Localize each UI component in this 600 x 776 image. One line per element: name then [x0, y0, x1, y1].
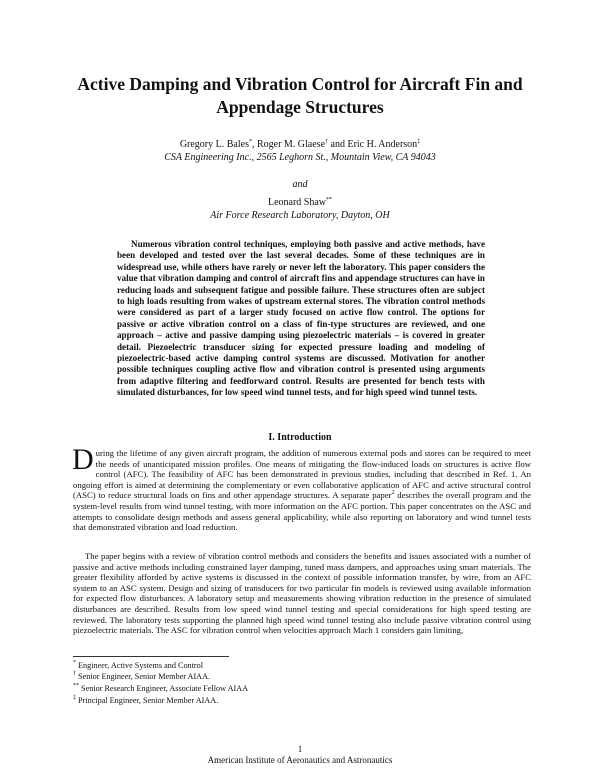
page-footer: American Institute of Aeronautics and Astronautics [207, 755, 393, 765]
author-1-mark: * [248, 139, 252, 145]
author-separator: , [251, 139, 257, 150]
abstract: Numerous vibration control techniques, employing both passive and active methods, have been developed and tested over the last several decades. Some of these techniques are in widespread use, while others have rarely or never left the laboratory. This paper considers the value that vibration damping and control of aircraft fins and appendage structures can have in reducing loads and subsequent fatigue and possible failure. These structures often are subject to high loads resulting from wakes of upstream external stores. The vibration control methods were considered as part of a larger study focused on active flow control. The options for passive or active vibration control on a class of fin-type structures are reviewed, and one approach – active and passive damping using piezoelectric materials – is covered in greater detail. Piezoelectric transducer sizing for expected pressure loading and modeling of piezoelectric-based active damping control systems are discussed. Motivation for another possible techniques coupling active flow and vibration control is presented using arguments from adaptive filtering and feedforward control. Results are presented for bench tests with simulated disturbances, for low speed wind tunnel tests, and for high speed wind tunnel tests. [117, 239, 485, 398]
footnote [73, 661, 513, 672]
author-3-mark: ‡ [417, 139, 421, 145]
author-separator: and [328, 139, 348, 150]
intro-paragraph-1 [72, 443, 531, 533]
page-number: 1 [297, 744, 303, 754]
author-4-line [40, 196, 560, 209]
affiliation-2: Air Force Research Laboratory, Dayton, OH [210, 210, 390, 221]
author-4-mark: ** [326, 197, 333, 203]
drop-cap: D [72, 443, 94, 476]
intro-paragraph-2: The paper begins with a review of vibration control methods and considers the benefits and issues associated with a number of passive and active methods including constrained layer damping, tuned mass dampers, and approaches using smart materials. The greater flexibility afforded by active systems is discussed in the context of possible information transfer, by wire, from an AFC system to an ASC system. Design and sizing of transducers for two particular fin models is reviewed using available information for expected flow disturbances. A laboratory setup and measurements showing vibration reduction in the presence of simulated disturbances are described. Results from low speed wind tunnel testing and special considerations for high speed testing are reviewed. The laboratory tests supporting the planned high speed wind tunnel testing also include passive vibration control using piezoelectric materials. The ASC for vibration control when velocities approach Mach 1 considers gain limiting, [73, 551, 531, 636]
footnote-text: Principal Engineer, Senior Member AIAA. [76, 696, 219, 705]
section-heading: I. Introduction [268, 432, 332, 443]
and-connector: and [292, 179, 308, 190]
author-1: Gregory L. Bales [179, 139, 249, 150]
affiliation-1: CSA Engineering Inc., 2565 Leghorn St., Mountain View, CA 94043 [164, 152, 436, 163]
author-2-mark: † [325, 139, 329, 145]
author-2: Roger M. Glaese [256, 139, 326, 150]
footnote-mark: * [73, 660, 76, 666]
reference-mark: 2 [391, 490, 395, 497]
footnote-divider [73, 656, 229, 657]
footnote-text: Senior Research Engineer, Associate Fellow AIAA [79, 684, 249, 693]
paper-title: Active Damping and Vibration Control for Aircraft Fin and Appendage Structures [77, 74, 523, 117]
footnote [73, 672, 513, 683]
footnote [73, 684, 513, 695]
footnote-text: Senior Engineer, Senior Member AIAA. [76, 672, 211, 681]
intro-text-b: describes the overall program and the system-level results from wind tunnel testing, with more information on the AFC portion. This paper concentrates on the ASC and attempts to consolidate design methods and assess general applicability, while also reporting on laboratory and wind tunnel tests that demonstrated vibration and load reduction. [73, 490, 531, 533]
author-3: Eric H. Anderson [347, 139, 418, 150]
footnote-text: Engineer, Active Systems and Control [76, 661, 204, 670]
footnote [73, 696, 513, 707]
footnote-mark: ** [73, 683, 79, 689]
footnote-mark: ‡ [73, 695, 76, 701]
author-line [40, 138, 560, 151]
footnote-mark: † [73, 671, 76, 677]
intro-text-a: uring the lifetime of any given aircraft program, the addition of numerous external pods and stores can be required to meet the needs of unanticipated mission profiles. One means of mitigating the flow-induced loads on structures is active flow control (AFC). The feasibility of AFC has been demonstrated in previous studies, including that described in Ref. 1. An ongoing effort is aimed at determining the complementary or even collaborative application of AFC and active structural control (ASC) to reduce structural loads on fins and other appendage structures. A separate paper [73, 448, 531, 501]
author-4: Leonard Shaw [267, 197, 327, 208]
